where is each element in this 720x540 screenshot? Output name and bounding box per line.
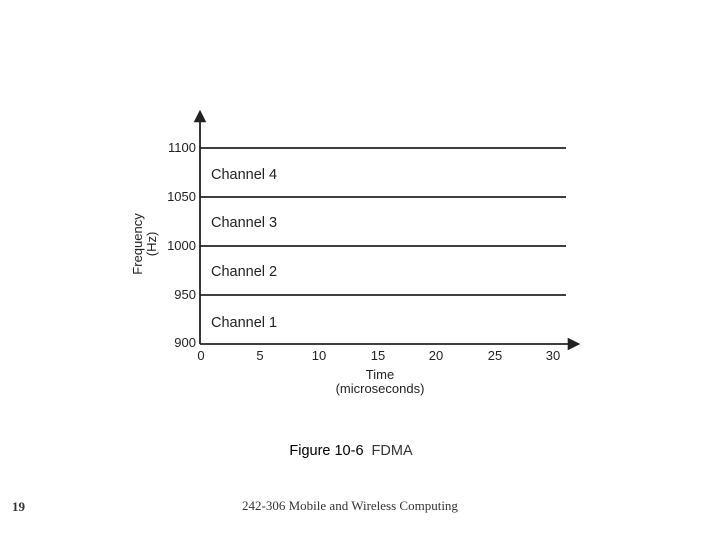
x-axis-unit: (microseconds) — [335, 381, 425, 396]
x-tick-label: 25 — [487, 348, 503, 363]
y-tick-label: 1100 — [168, 140, 196, 155]
x-tick-label: 15 — [370, 348, 386, 363]
x-tick-label: 0 — [197, 348, 205, 363]
course-footer: 242-306 Mobile and Wireless Computing — [242, 498, 458, 513]
figure-name: FDMA — [371, 443, 413, 459]
x-tick-label: 30 — [545, 348, 561, 363]
y-tick-label: 900 — [174, 335, 196, 350]
x-tick-label: 5 — [256, 348, 264, 363]
y-axis-title: Frequency — [130, 213, 145, 275]
y-axis-unit: (Hz) — [144, 231, 159, 257]
channel-label-2: Channel 2 — [211, 264, 278, 280]
x-axis-title: Time — [365, 367, 395, 382]
figure-caption — [0, 443, 702, 459]
channel-label-1: Channel 1 — [211, 315, 278, 331]
y-tick-label: 1000 — [167, 238, 196, 253]
channel-label-3: Channel 3 — [211, 215, 278, 231]
x-tick-label: 10 — [311, 348, 327, 363]
y-tick-label: 950 — [174, 287, 196, 302]
channel-label-4: Channel 4 — [211, 167, 278, 183]
x-tick-label: 20 — [428, 348, 444, 363]
figure-number: Figure 10-6 — [289, 443, 364, 459]
y-tick-label: 1050 — [167, 189, 196, 204]
slide-number: 19 — [12, 499, 25, 514]
